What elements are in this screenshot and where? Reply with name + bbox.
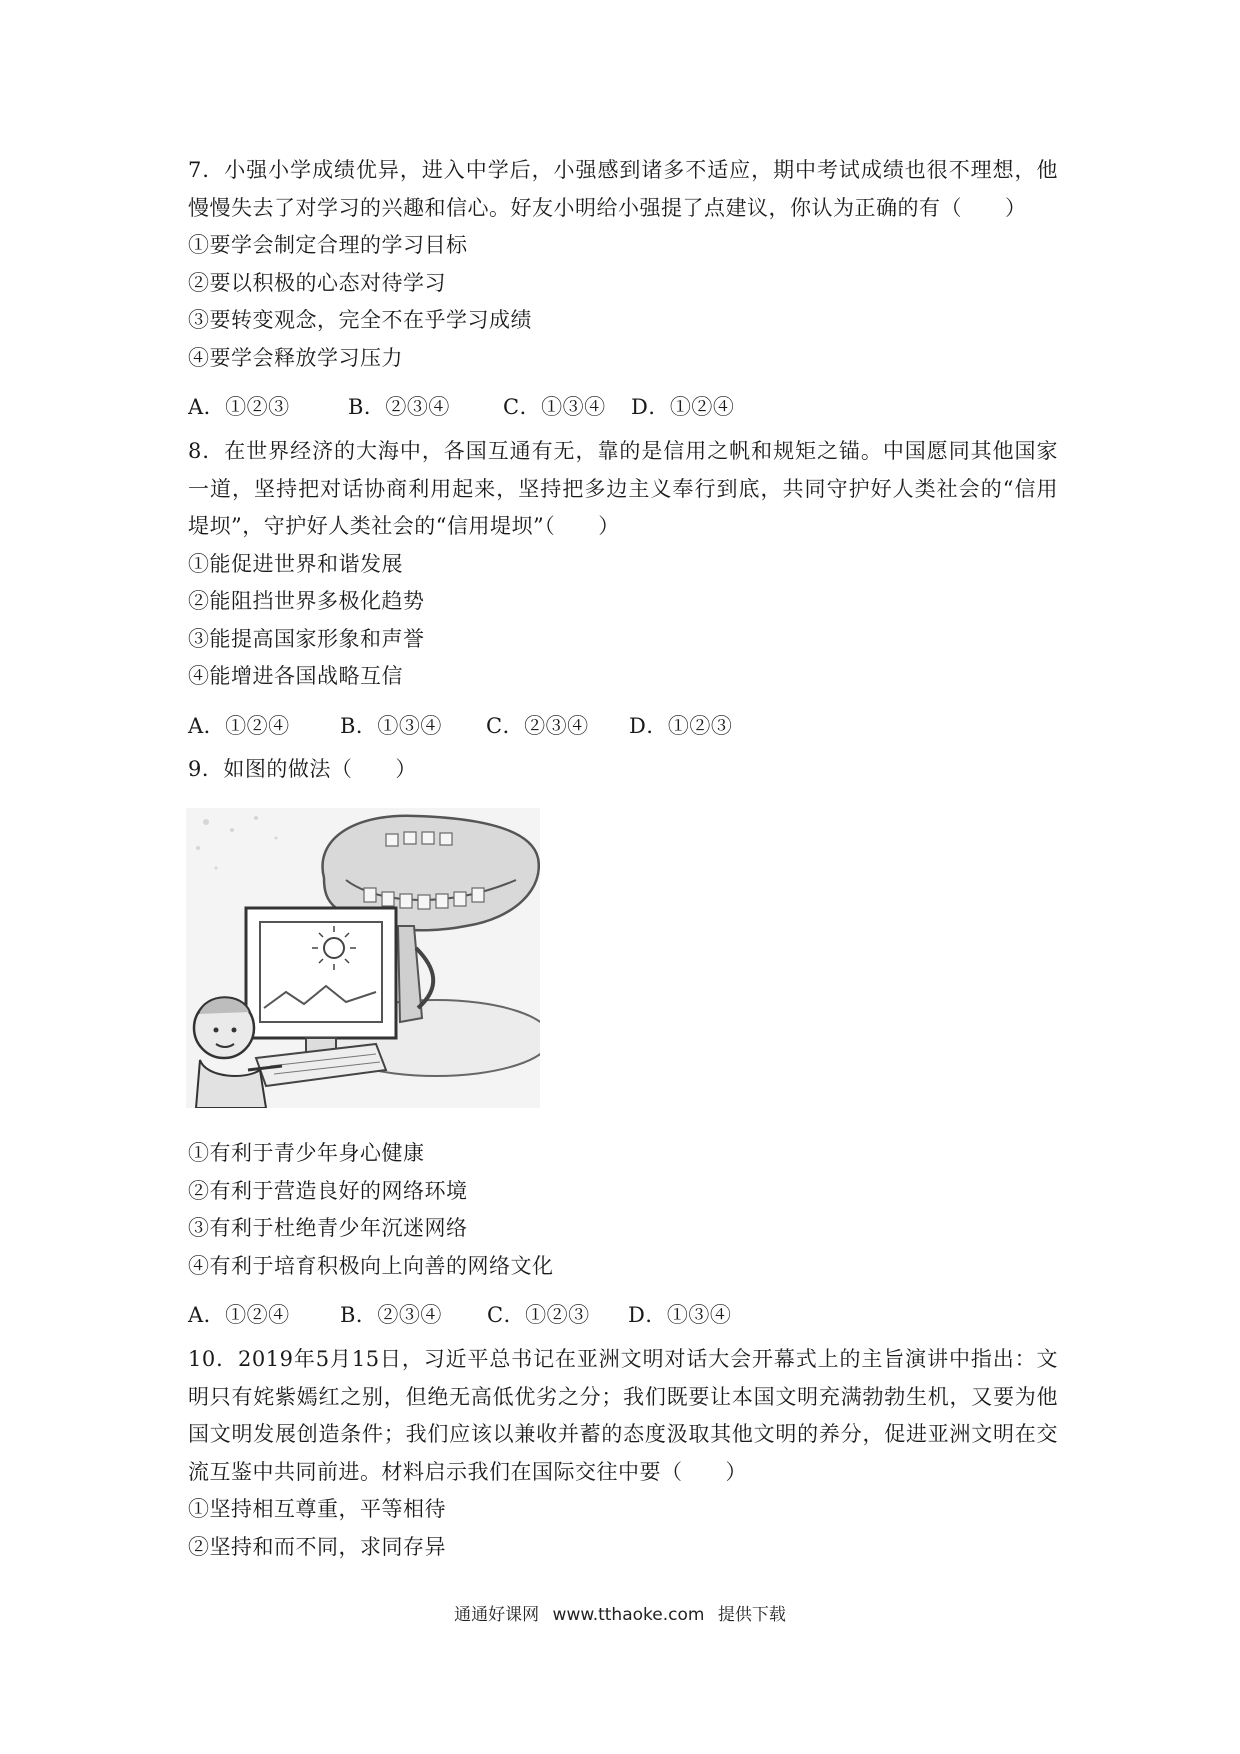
choice-d: D．①②④	[631, 395, 735, 419]
question-stem: 8．在世界经济的大海中，各国互通有无，靠的是信用之帆和规矩之锚。中国愿同其他国家一道，坚持把对话协商利用起来，坚持把多边主义奉行到底，共同守护好人类社会的“信用堤坝”，守护好人类社会的“信用堤坝”（ ）	[188, 439, 1058, 538]
answer-choices	[188, 708, 1058, 746]
question-stem: 7．小强小学成绩优异，进入中学后，小强感到诸多不适应，期中考试成绩也很不理想，他慢慢失去了对学习的兴趣和信心。好友小明给小强提了点建议，你认为正确的有（ ）	[188, 158, 1058, 220]
question-10	[188, 1341, 1058, 1566]
option-item: ①坚持相互尊重，平等相待	[188, 1497, 446, 1521]
choice-c: C．①③④	[503, 395, 606, 419]
option-item: ③要转变观念，完全不在乎学习成绩	[188, 308, 532, 332]
option-item: ①要学会制定合理的学习目标	[188, 233, 468, 257]
choice-d: D．①②③	[629, 713, 733, 738]
answer-choices	[188, 1297, 1058, 1335]
option-item: ②有利于营造良好的网络环境	[188, 1178, 468, 1203]
choice-a: A．①②④	[188, 1303, 290, 1327]
child-computer-illustration	[186, 808, 540, 1108]
choice-a: A．①②④	[188, 713, 290, 738]
choice-c: C．①②③	[487, 1303, 590, 1327]
footer-suffix: 提供下载	[717, 1605, 786, 1625]
choice-c: C．②③④	[486, 713, 589, 738]
choice-b: B．①③④	[340, 713, 442, 738]
question-stem: 9．如图的做法（ ）	[188, 757, 417, 781]
option-item: ②要以积极的心态对待学习	[188, 270, 446, 295]
option-item: ③能提高国家形象和声誉	[188, 626, 425, 651]
option-item: ①能促进世界和谐发展	[188, 551, 403, 576]
question-9-illustration	[186, 808, 540, 1108]
answer-choices	[188, 389, 1058, 427]
option-item: ④有利于培育积极向上向善的网络文化	[188, 1253, 554, 1278]
question-7	[188, 152, 1058, 427]
option-item: ①有利于青少年身心健康	[188, 1141, 425, 1165]
question-9-options	[188, 1135, 1058, 1335]
choice-b: B．②③④	[340, 1303, 442, 1327]
page-footer	[0, 1600, 1240, 1625]
question-9	[188, 751, 1058, 789]
choice-a: A．①②③	[188, 395, 290, 419]
choice-b: B．②③④	[348, 395, 450, 419]
option-item: ②坚持和而不同，求同存异	[188, 1534, 446, 1559]
option-item: ④要学会释放学习压力	[188, 345, 403, 370]
question-stem: 10．2019年5月15日，习近平总书记在亚洲文明对话大会开幕式上的主旨演讲中指出：文明只有姹紫嫣红之别，但绝无高低优劣之分；我们既要让本国文明充满勃勃生机，又要为他国文明发展创造条件；我们应该以兼收并蓄的态度汲取其他文明的养分，促进亚洲文明在交流互鉴中共同前进。材料启示我们在国际交往中要（ ）	[188, 1347, 1058, 1484]
choice-d: D．①③④	[628, 1303, 732, 1327]
footer-url: www.tthaoke.com	[552, 1605, 705, 1625]
question-8	[188, 433, 1058, 745]
option-item: ②能阻挡世界多极化趋势	[188, 589, 425, 613]
footer-site-name: 通通好课网	[454, 1605, 540, 1625]
option-item: ③有利于杜绝青少年沉迷网络	[188, 1216, 468, 1240]
option-item: ④能增进各国战略互信	[188, 664, 403, 688]
